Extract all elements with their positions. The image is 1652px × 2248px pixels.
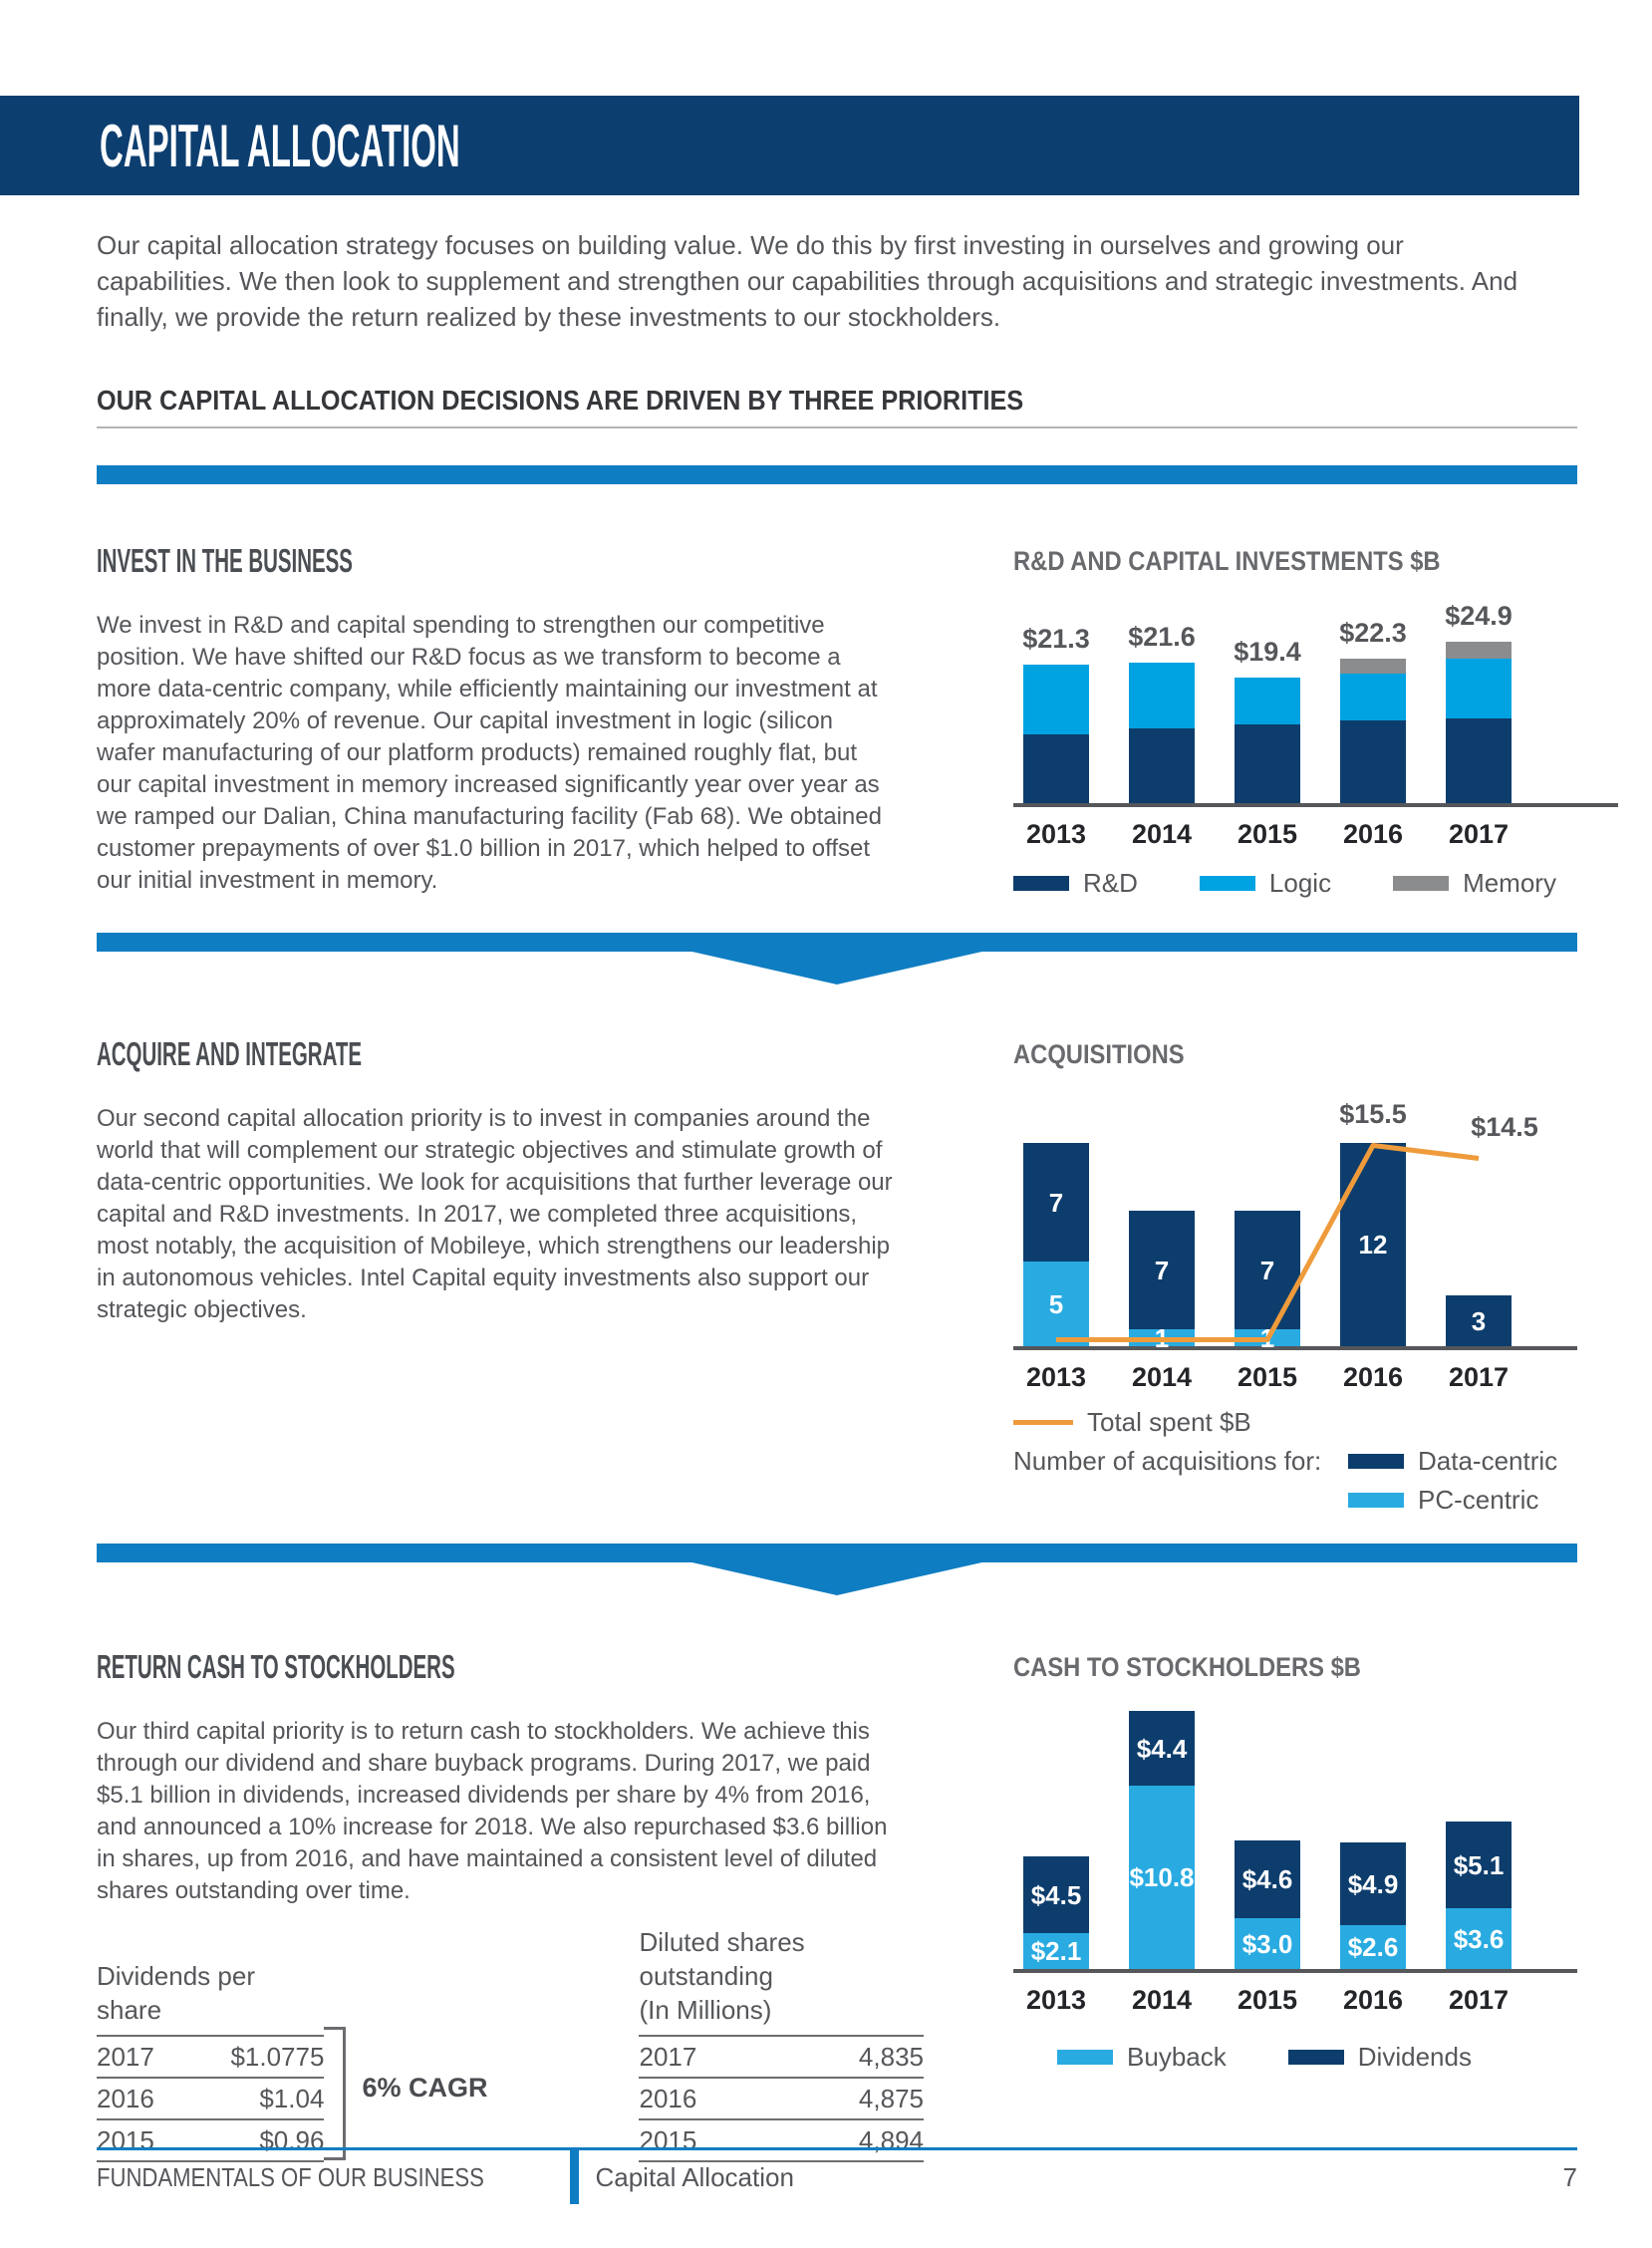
cagr-bracket: [324, 2027, 346, 2160]
row-value: 4,875: [858, 2083, 924, 2113]
bar-2014: [1129, 663, 1195, 803]
intro-paragraph: Our capital allocation strategy focuses on building value. We do this by first investing in ourselves and growing our capabilities. We then look to supplement and strengthen our capabilities through acquisitions and strategic investments. And finally, we provide the return realized by these investments to our stockholders.: [97, 230, 1518, 332]
row-year: 2017: [97, 2041, 154, 2072]
page-title: CAPITAL ALLOCATION: [100, 112, 460, 179]
invest-paragraph: We invest in R&D and capital spending to strengthen our competitive position. We have shifted our R&D focus as we transform to become a more data-centric company, while efficiently maintaining our investment at approximately 20% of revenue. Our capital investment in logic (silicon wafer manufacturing of our platform products) remained roughly flat, but our capital investment in memory increased significantly year over year as we ramped our Dalian, China manufacturing facility (Fab 68). We obtained customer prepayments of over $1.0 billion in 2017, which helped to offset our initial investment in memory.: [97, 612, 882, 894]
legend-label: R&D: [1083, 868, 1138, 898]
x-axis-label: 2015: [1237, 1985, 1298, 2015]
page-banner: [0, 96, 1579, 195]
return-paragraph: Our third capital priority is to return cash to stockholders. We achieve this through our dividend and share buyback programs. During 2017, we paid $5.1 billion in dividends, increased dividends per share by 4% from 2016, and announced a 10% increase for 2018. We also repurchased $3.6 billion in shares, up from 2016, and have maintained a consistent level of diluted shares outstanding over time.: [97, 1718, 888, 1904]
legend-row-total-spent: [1013, 1407, 1577, 1438]
table-row: [639, 2077, 924, 2118]
section-divider: [97, 933, 1577, 985]
rd-chart-x-axis: [1013, 819, 1618, 850]
page-footer: [97, 2147, 1577, 2204]
segment-r-d: [1129, 728, 1195, 803]
thin-rule: [97, 426, 1577, 428]
segment-value-label: 7: [1154, 1255, 1170, 1285]
bar-2017: [1446, 642, 1512, 803]
bar-total-label: $19.4: [1234, 637, 1301, 667]
rd-capital-investments-chart: [1013, 542, 1618, 899]
legend-label: PC-centric: [1418, 1485, 1539, 1515]
legend-item-dividends: [1288, 2042, 1472, 2073]
pc-centric-swatch: [1348, 1493, 1404, 1508]
memory-swatch: [1393, 876, 1449, 891]
cagr-label: 6% CAGR: [362, 2073, 488, 2103]
table-row: [97, 2077, 324, 2118]
rd-chart-legend: [1013, 868, 1618, 899]
row-value: $0.96: [259, 2124, 325, 2155]
segment-value-label: $2.1: [1030, 1936, 1082, 1966]
priorities-heading: OUR CAPITAL ALLOCATION DECISIONS ARE DRIVEN BY THREE PRIORITIES: [97, 385, 1024, 416]
segment-buyback: [1129, 1786, 1195, 1969]
legend-row-data-centric: [1013, 1446, 1577, 1477]
table-row: [639, 2035, 924, 2077]
bar-2016: [1340, 1842, 1406, 1969]
segment-value-label: $4.6: [1241, 1864, 1293, 1894]
bar-2013: [1023, 1856, 1089, 1969]
bar-2013: [1023, 665, 1089, 803]
legend-item-rd: [1013, 868, 1138, 899]
invest-text-column: [97, 542, 924, 899]
bar-2015: [1235, 1840, 1300, 1969]
bar-2014: [1129, 1711, 1195, 1969]
return-heading: RETURN CASH TO STOCKHOLDERS: [97, 1648, 455, 1685]
page-number: 7: [1562, 2162, 1577, 2192]
data-centric-swatch: [1348, 1454, 1404, 1469]
footer-page-label: Capital Allocation: [595, 2162, 794, 2192]
segment-r-d: [1235, 724, 1300, 803]
row-year: 2015: [97, 2124, 154, 2155]
line-value-label: $14.5: [1471, 1111, 1538, 1142]
stockholder-tables: [97, 1927, 924, 2162]
acquisitions-chart-plot: [1013, 1092, 1577, 1353]
bar-2015: [1235, 678, 1300, 803]
row-value: 4,835: [858, 2041, 924, 2072]
logic-swatch: [1200, 876, 1255, 891]
buyback-swatch: [1057, 2050, 1113, 2065]
bar-total-label: $22.3: [1339, 618, 1407, 648]
row-year: 2016: [97, 2083, 154, 2113]
footer-section-label: FUNDAMENTALS OF OUR BUSINESS: [97, 2162, 484, 2192]
segment-value-label: 3: [1471, 1305, 1487, 1336]
rd-chart-plot: [1013, 599, 1618, 807]
segment-logic: [1235, 678, 1300, 724]
accent-bar: [97, 465, 1577, 484]
segment-value-label: $5.1: [1453, 1849, 1505, 1880]
legend-prefix: Number of acquisitions for:: [1013, 1446, 1322, 1476]
dividends-swatch: [1288, 2050, 1344, 2065]
table-title-text: Dividends per share: [97, 1961, 255, 2025]
section-acquire: [97, 1035, 1577, 1516]
shares-table-title: [639, 1927, 924, 2035]
segment-value-label: $3.6: [1453, 1923, 1505, 1954]
acquisitions-chart-x-axis: [1013, 1362, 1577, 1393]
acquire-text-column: [97, 1035, 924, 1516]
acquisitions-chart: [1013, 1035, 1577, 1516]
section-invest: [97, 542, 1577, 899]
table-title-text: (In Millions): [639, 1995, 772, 2025]
x-axis-label: 2014: [1131, 819, 1193, 849]
segment-dividends: [1446, 1822, 1512, 1908]
row-value: $1.0775: [230, 2041, 325, 2072]
segment-logic: [1023, 665, 1089, 734]
x-axis-label: 2013: [1025, 1362, 1087, 1392]
line-value-label: $15.5: [1339, 1098, 1407, 1129]
segment-value-label: $4.9: [1347, 1868, 1399, 1899]
legend-label: Dividends: [1357, 2042, 1472, 2072]
legend-label: Buyback: [1127, 2042, 1227, 2072]
x-axis-label: 2017: [1448, 819, 1510, 849]
rd-chart-title: R&D AND CAPITAL INVESTMENTS $B: [1013, 546, 1441, 576]
segment-buyback: [1446, 1908, 1512, 1969]
section-return-cash: [97, 1648, 1577, 2162]
bar-total-label: $21.3: [1022, 624, 1090, 654]
segment-value-label: $10.8: [1129, 1862, 1195, 1892]
x-axis-label: 2014: [1131, 1362, 1193, 1392]
segment-logic: [1340, 674, 1406, 720]
segment-r-d: [1446, 718, 1512, 803]
segment-value-label: $4.5: [1030, 1879, 1082, 1910]
table-row: [97, 2035, 324, 2077]
legend-label: Memory: [1463, 868, 1556, 898]
row-value: 4,894: [858, 2124, 924, 2155]
orange-line-swatch: [1013, 1420, 1073, 1425]
x-axis-label: 2017: [1448, 1985, 1510, 2015]
legend-item-buyback: [1057, 2042, 1227, 2073]
segment-memory: [1446, 642, 1512, 659]
x-axis-label: 2013: [1025, 1985, 1087, 2015]
segment-dividends: [1023, 1856, 1089, 1933]
legend-label: Logic: [1268, 868, 1332, 898]
bar-2017: [1446, 1822, 1512, 1969]
x-axis-label: 2013: [1025, 819, 1087, 849]
segment-r-d: [1340, 720, 1406, 803]
x-axis-label: 2016: [1342, 1985, 1404, 2015]
segment-value-label: 12: [1358, 1230, 1388, 1260]
divider-bar: [97, 933, 1577, 952]
row-year: 2016: [639, 2083, 697, 2113]
legend-item-memory: [1393, 868, 1556, 899]
acquire-heading: ACQUIRE AND INTEGRATE: [97, 1035, 362, 1072]
cash-chart-title: CASH TO STOCKHOLDERS $B: [1013, 1652, 1361, 1682]
segment-value-label: 1: [1259, 1322, 1275, 1353]
invest-heading: INVEST IN THE BUSINESS: [97, 542, 353, 579]
segment-r-d: [1023, 734, 1089, 803]
chevron-down-icon: [688, 1561, 986, 1595]
segment-value-label: 5: [1048, 1288, 1064, 1319]
row-year: 2017: [639, 2041, 697, 2072]
report-page: [0, 96, 1652, 2248]
cash-chart-plot: [1013, 1705, 1577, 1973]
x-axis-label: 2014: [1131, 1985, 1193, 2015]
segment-dividends: [1235, 1840, 1300, 1918]
segment-dividends: [1340, 1842, 1406, 1925]
cash-chart-legend: [1013, 2042, 1577, 2073]
segment-value-label: $4.4: [1136, 1733, 1188, 1764]
bar-total-label: $21.6: [1128, 622, 1196, 652]
acquire-paragraph: Our second capital allocation priority is to invest in companies around the world that will complement our strategic objectives and stimulate growth of data-centric opportunities. We look for acquisitions that further leverage our capital and R&D investments. In 2017, we completed three acquisitions, most notably, the acquisition of Mobileye, which strengthens our leadership in autonomous vehicles. Intel Capital equity investments also support our strategic objectives.: [97, 1105, 893, 1323]
segment-value-label: $2.6: [1347, 1932, 1399, 1962]
segment-value-label: 7: [1048, 1187, 1064, 1218]
segment-memory: [1340, 659, 1406, 674]
cash-to-stockholders-chart: [1013, 1648, 1577, 2162]
segment-buyback: [1235, 1918, 1300, 1969]
divider-bar: [97, 1544, 1577, 1562]
legend-row-pc-centric: [1013, 1485, 1577, 1516]
segment-logic: [1129, 663, 1195, 728]
chevron-down-icon: [688, 951, 986, 984]
segment-buyback: [1023, 1933, 1089, 1969]
x-axis-label: 2016: [1342, 819, 1404, 849]
dividends-table-title: [97, 1943, 324, 2035]
return-text-column: [97, 1648, 924, 2162]
bar-total-label: $24.9: [1445, 601, 1513, 631]
cash-chart-x-axis: [1013, 1985, 1577, 2016]
x-axis-label: 2015: [1237, 1362, 1298, 1392]
segment-dividends: [1129, 1711, 1195, 1786]
bar-2016: [1340, 659, 1406, 803]
x-axis-label: 2016: [1342, 1362, 1404, 1392]
legend-item-logic: [1200, 868, 1331, 899]
segment-value-label: 7: [1259, 1255, 1275, 1285]
footer-divider-bar: [570, 2150, 579, 2204]
row-year: 2015: [639, 2124, 697, 2155]
legend-label: Total spent $B: [1087, 1407, 1251, 1437]
x-axis-label: 2015: [1237, 819, 1298, 849]
dividends-per-share-table: [97, 1943, 324, 2162]
legend-label: Data-centric: [1418, 1446, 1558, 1476]
x-axis-label: 2017: [1448, 1362, 1510, 1392]
diluted-shares-table: [639, 1927, 924, 2162]
segment-logic: [1446, 659, 1512, 718]
segment-value-label: 1: [1154, 1322, 1170, 1353]
section-divider: [97, 1544, 1577, 1596]
rd-swatch: [1013, 876, 1069, 891]
row-value: $1.04: [259, 2083, 325, 2113]
table-title-text: Diluted shares outstanding: [639, 1927, 805, 1991]
segment-buyback: [1340, 1925, 1406, 1969]
segment-value-label: $3.0: [1241, 1928, 1293, 1959]
acquisitions-chart-legend: [1013, 1407, 1577, 1516]
acquisitions-chart-title: ACQUISITIONS: [1013, 1039, 1185, 1069]
